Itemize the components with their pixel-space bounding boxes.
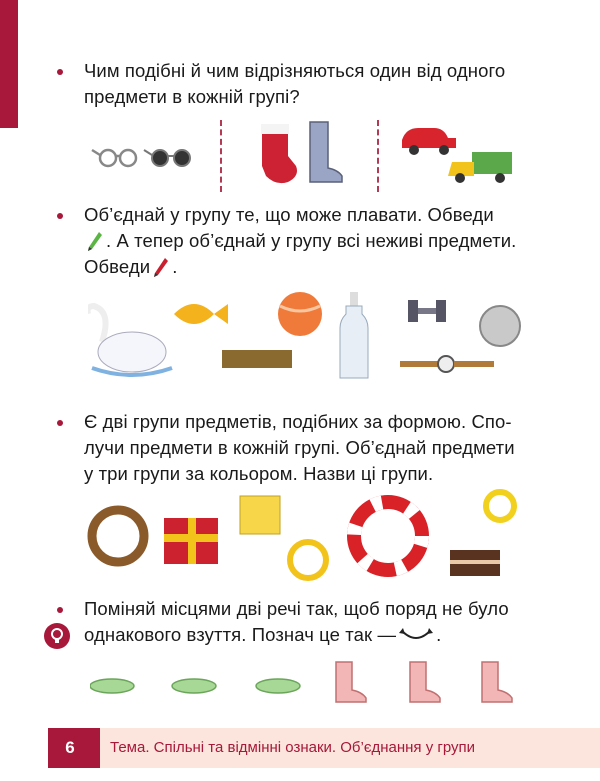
text-line: предмети в кожній групі? <box>84 86 300 107</box>
green-pencil-icon <box>87 231 103 253</box>
red-pencil-icon <box>153 257 169 279</box>
vehicles-group <box>398 122 518 188</box>
text-line <box>84 228 560 254</box>
car-and-truck-icon <box>398 122 518 188</box>
task-2-text <box>84 202 560 280</box>
bullet <box>57 69 63 75</box>
group-divider <box>220 120 222 192</box>
items-row-3 <box>84 488 534 584</box>
text-line: Поміняй місцями дві речі так, щоб поряд не було <box>84 598 509 619</box>
bullet <box>57 213 63 219</box>
items-row-2 <box>88 290 600 390</box>
glasses-group <box>88 140 198 170</box>
bullet <box>57 607 63 613</box>
task-1-text <box>84 58 560 110</box>
group-divider <box>377 120 379 192</box>
swan-fish-ball-raft-bottle-dumbbell-coin-watch-icon <box>88 290 600 390</box>
shoes-row <box>90 656 520 704</box>
topic-text: Тема. Спільні та відмінні ознаки. Об’єднання у групи <box>110 739 476 756</box>
page-number: 6 <box>65 738 75 757</box>
text-line: Є дві групи предметів, подібних за формою. Спо- <box>84 411 512 432</box>
clothing-group <box>252 118 352 188</box>
footer-strip <box>100 728 600 768</box>
text-line <box>84 254 560 280</box>
text-fragment: Обведи <box>84 256 151 277</box>
task-3-text <box>84 409 560 487</box>
text-fragment: . А тепер об’єднай у групу всі неживі предмети. <box>106 230 517 251</box>
glasses-icon <box>88 140 198 170</box>
wreath-giftbox-cube-ring-lifebuoy-cake-icon <box>84 488 534 584</box>
stocking-and-boot-icon <box>252 118 352 188</box>
text-line: Чим подібні й чим відрізняються один від одного <box>84 60 506 81</box>
side-tab <box>0 0 18 128</box>
bullet <box>57 420 63 426</box>
text-fragment: . <box>172 256 178 277</box>
text-fragment: . <box>436 624 442 645</box>
text-line <box>84 622 560 648</box>
text-line: лучи предмети в кожній групі. Об’єднай предмети <box>84 437 515 458</box>
task-4-text <box>84 596 560 648</box>
text-line: Об’єднай у групу те, що може плавати. Обведи <box>84 204 494 225</box>
text-fragment: однакового взуття. Познач це так — <box>84 624 397 645</box>
text-line: у три групи за кольором. Назви ці групи. <box>84 463 434 484</box>
footer <box>48 728 600 768</box>
lightbulb-icon <box>44 623 70 649</box>
slippers-and-boots-icon <box>90 656 520 704</box>
swap-arrow-icon <box>399 627 433 645</box>
